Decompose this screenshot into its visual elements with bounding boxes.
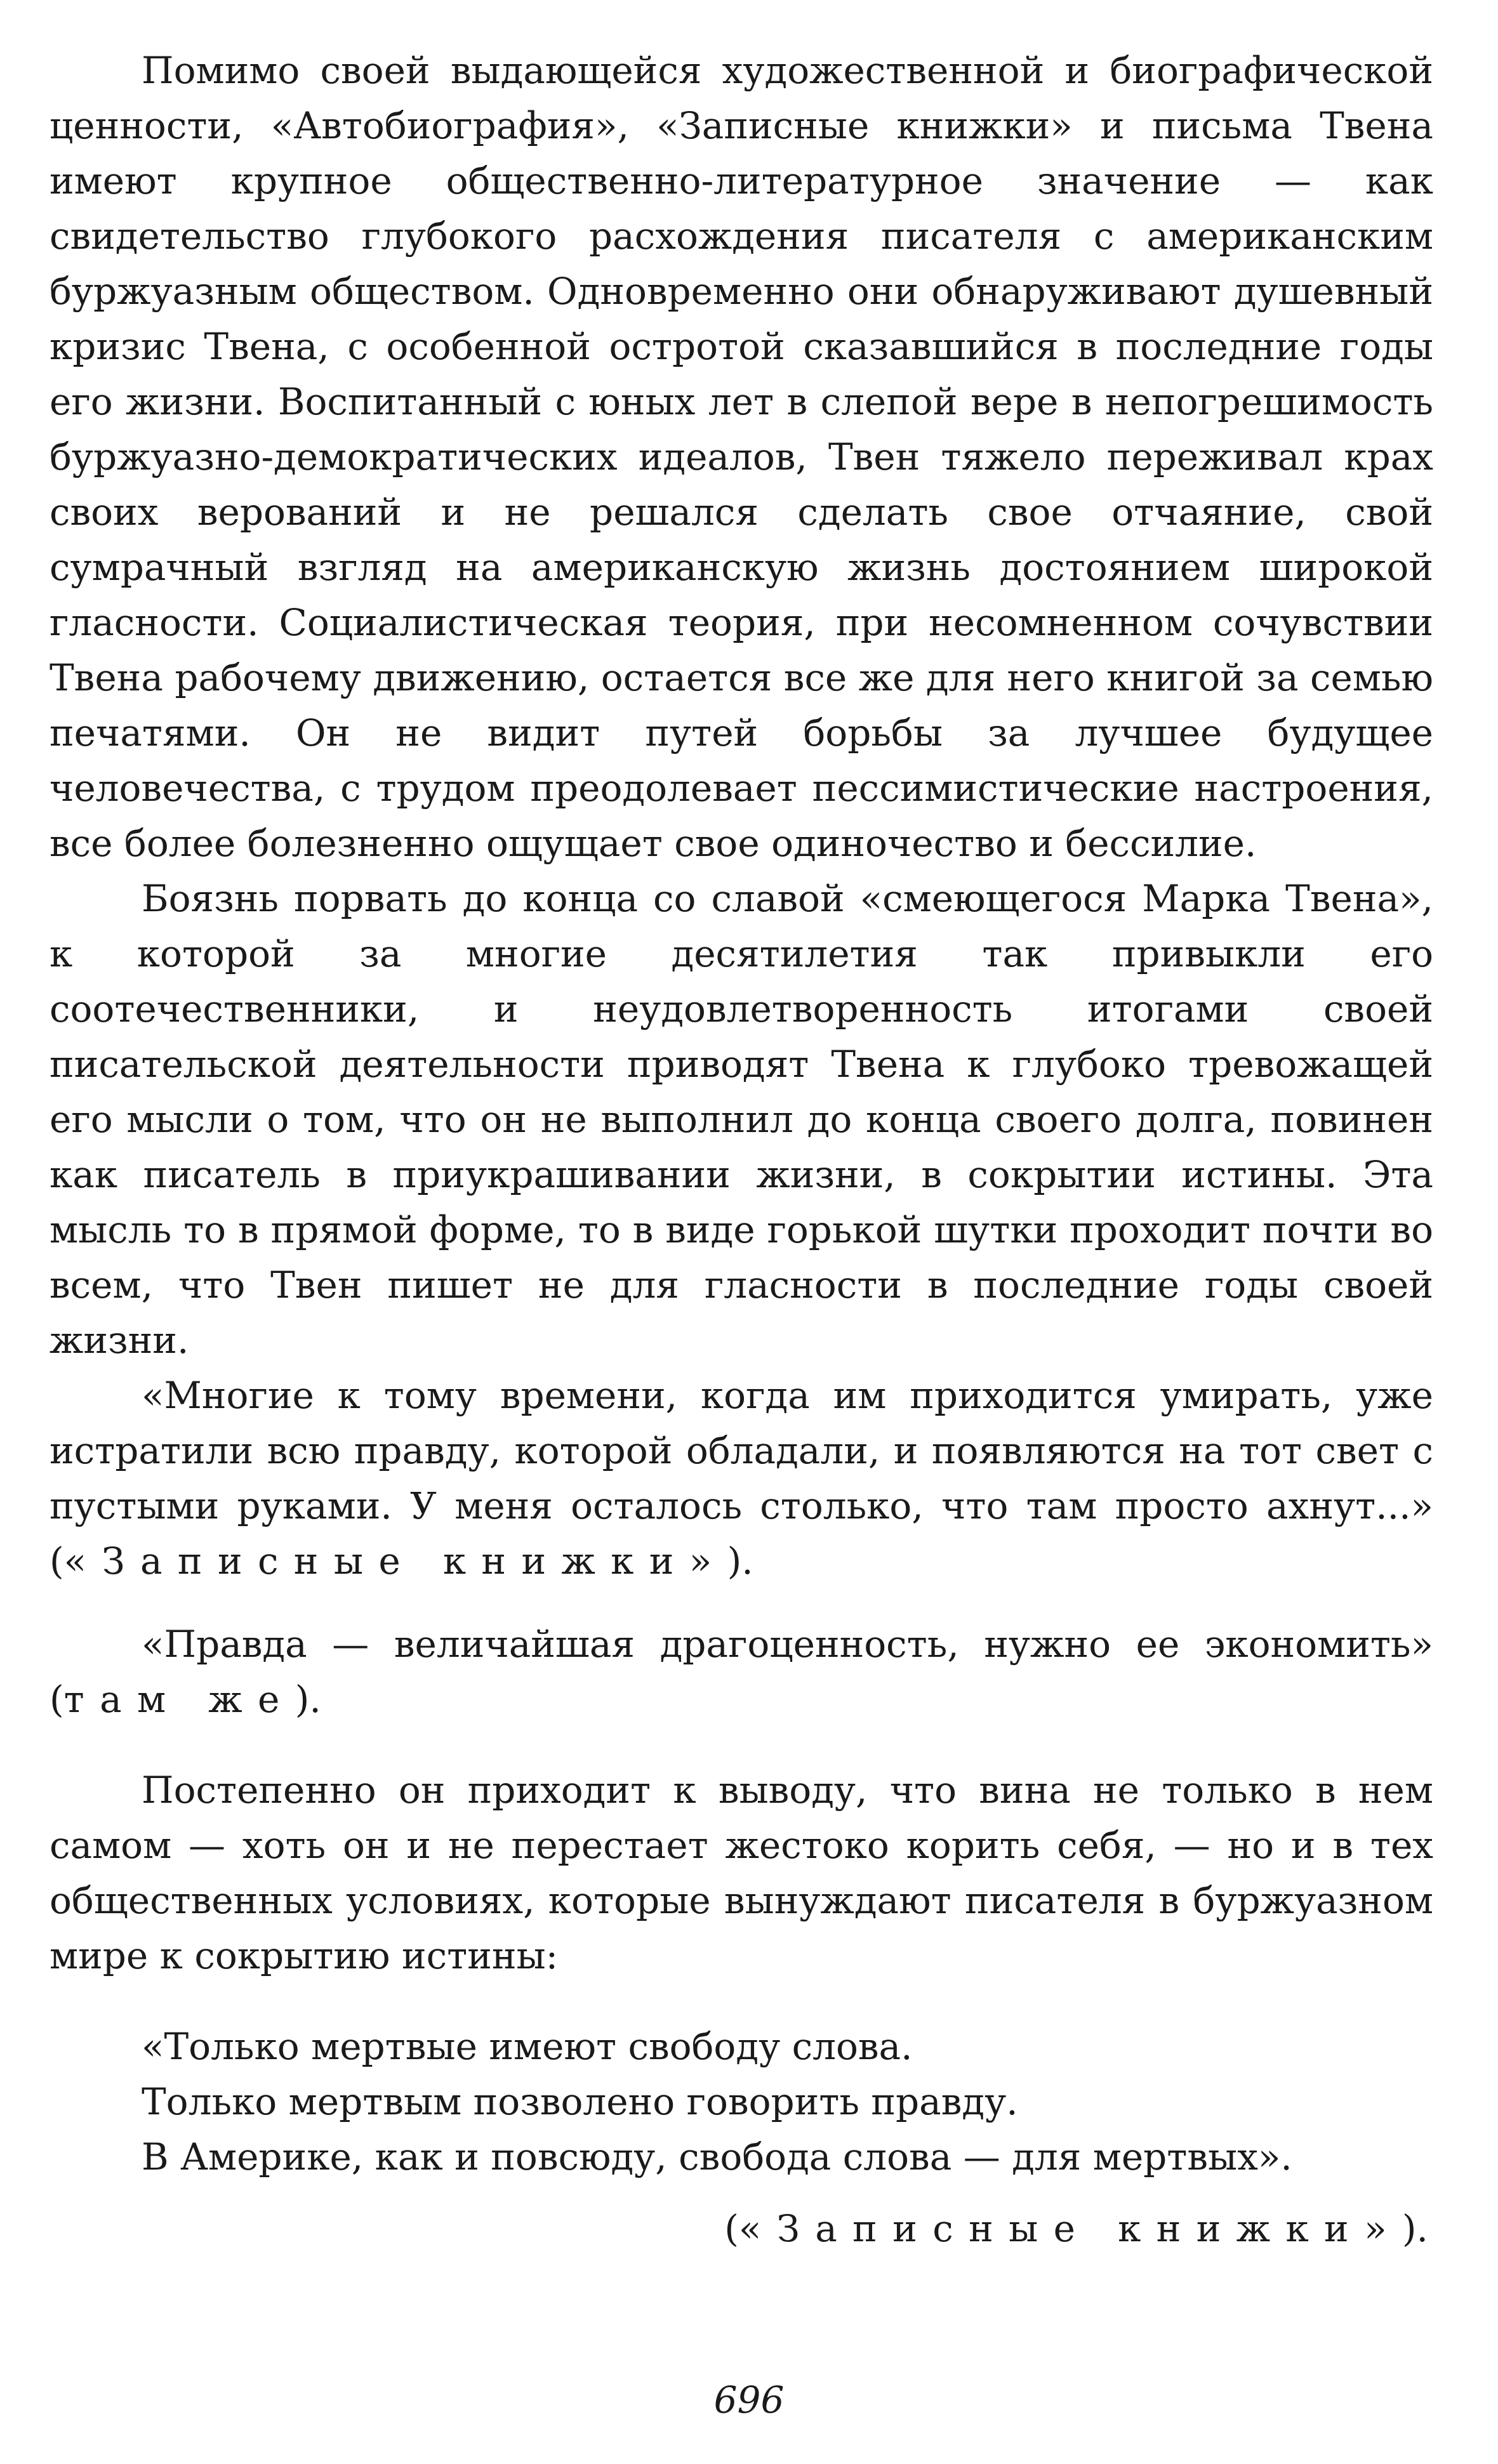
quote-2-source: там же [63, 1678, 295, 1721]
verse-line: «Только мертвые имеют свободу слова. [142, 2025, 913, 2068]
quote-paragraph-1 [50, 1368, 1433, 1589]
verse-line: В Америке, как и повсюду, свобода слова — для мертвых». [142, 2135, 1292, 2178]
quote-paragraph-2 [50, 1617, 1433, 1727]
verse-source-open: ( [724, 2207, 739, 2250]
quote-1-source: «Записные книжки» [63, 1539, 727, 1583]
quote-2-end: ). [295, 1678, 321, 1721]
verse-line: Только мертвым позволено говорить правду. [142, 2080, 1018, 2123]
paragraph-1: Помимо своей выдающейся художественной и биографической ценности, «Автобиография», «Записные книжки» и письма Твена имеют крупное общественно-литературное значение — как свидетельство глубокого расхождения писателя с американским буржуазным обществом. Одновременно они обнаруживают душевный кризис Твена, с особенной остротой сказавшийся в последние годы его жизни. Воспитанный с юных лет в слепой вере в непогрешимость буржуазно-демократических идеалов, Твен тяжело переживал крах своих верований и не решался сделать свое отчаяние, свой сумрачный взгляд на американскую жизнь достоянием широкой гласности. Социалистическая теория, при несомненном сочувствии Твена рабочему движению, остается все же для него книгой за семью печатями. Он не видит путей борьбы за лучшее будущее человечества, с трудом преодолевает пессимистические настроения, все более болезненно ощущает свое одиночество и бессилие. [50, 49, 1433, 865]
page-number: 696 [713, 2378, 785, 2421]
verse-source-title: «Записные книжки» [738, 2207, 1402, 2250]
verse-source [50, 2201, 1433, 2256]
paragraph-2: Боязнь порвать до конца со славой «смеющегося Марка Твена», к которой за многие десятилетия так привыкли его соотечественники, и неудовлетворенность итогами своей писательской деятельности приводят Твена к глубоко тревожащей его мысли о том, что он не выполнил до конца своего долга, повинен как писатель в приукрашивании жизни, в сокрытии истины. Эта мысль то в прямой форме, то в виде горькой шутки проходит почти во всем, что Твен пишет не для гласности в последние годы своей жизни. [50, 877, 1433, 1362]
verse-block [142, 2019, 1433, 2185]
spacer [50, 1589, 1433, 1617]
quote-2-text: «Правда — величайшая драгоценность, нужно ее экономить» ( [50, 1623, 1433, 1721]
quote-1-end: ). [727, 1539, 753, 1583]
quote-1-text: «Многие к тому времени, когда им приходится умирать, уже истратили всю правду, которой обладали, и появляются на тот свет с пустыми руками. У меня осталось столько, что там просто ахнут...» ( [50, 1374, 1433, 1583]
page-body [50, 43, 1433, 2256]
spacer [50, 1984, 1433, 2019]
paragraph-3: Постепенно он приходит к выводу, что вина не только в нем самом — хоть он и не перестает жестоко корить себя, — но и в тех общественных условиях, которые вынуждают писателя в буржуазном мире к сокрытию истины: [50, 1769, 1433, 1977]
spacer [50, 1727, 1433, 1763]
verse-source-close: ). [1402, 2207, 1428, 2250]
